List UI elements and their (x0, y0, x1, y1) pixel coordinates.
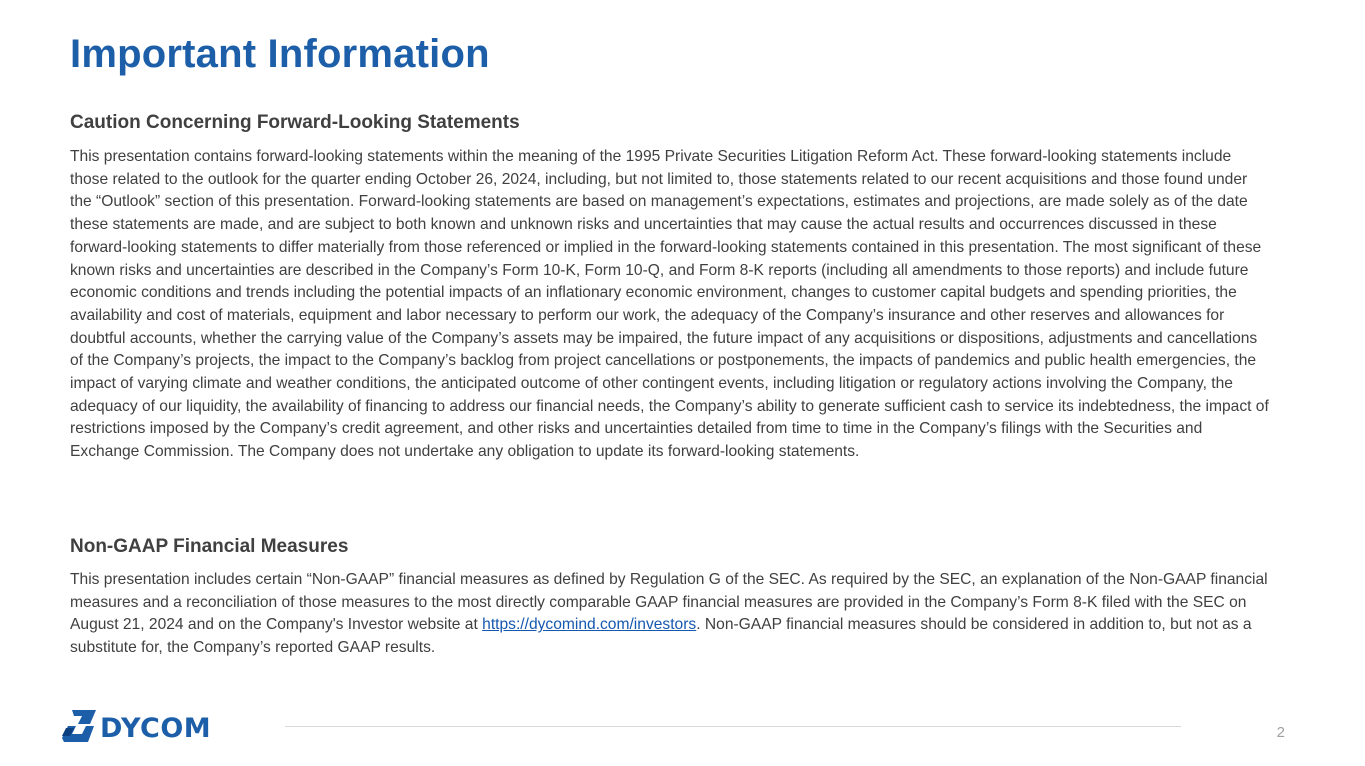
forward-looking-heading: Caution Concerning Forward-Looking Statements (70, 112, 520, 133)
non-gaap-text-before-link: This presentation includes certain “Non-GAAP” financial measures as defined by Regulation G of the SEC. As required by the SEC, an explanation of the Non-GAAP financial measures and a reconciliation of those measures to the most directly comparable GAAP financial measures are provided in the Company’s Form 8-K filed with the SEC on August 21, 2024 and on the Company's Investor website at (70, 571, 1268, 634)
forward-looking-paragraph: This presentation contains forward-looking statements within the meaning of the 1995 Private Securities Litigation Reform Act. These forward-looking statements include those related to the outlook for the quarter ending October 26, 2024, including, but not limited to, those statements related to our recent acquisitions and those found under the “Outlook” section of this presentation. Forward-looking statements are based on management’s expectations, estimates and projections, are made solely as of the date these statements are made, and are subject to both known and unknown risks and uncertainties that may cause the actual results and occurrences discussed in these forward-looking statements to differ materially from those referenced or implied in the forward-looking statements contained in this presentation. The most significant of these known risks and uncertainties are described in the Company’s Form 10-K, Form 10-Q, and Form 8-K reports (including all amendments to those reports) and include future economic conditions and trends including the potential impacts of an inflationary economic environment, changes to customer capital budgets and spending priorities, the availability and cost of materials, equipment and labor necessary to perform our work, the adequacy of the Company’s insurance and other reserves and allowances for doubtful accounts, whether the carrying value of the Company’s assets may be impaired, the future impact of any acquisitions or dispositions, adjustments and cancellations of the Company’s projects, the impact to the Company’s backlog from project cancellations or postponements, the impacts of pandemics and public health emergencies, the impact of varying climate and weather conditions, the anticipated outcome of other contingent events, including litigation or regulatory actions involving the Company, the adequacy of our liquidity, the availability of financing to address our financial needs, the Company’s ability to generate sufficient cash to service its indebtedness, the impact of restrictions imposed by the Company’s credit agreement, and other risks and uncertainties detailed from time to time in the Company’s filings with the Securities and Exchange Commission. The Company does not undertake any obligation to update its forward-looking statements. (70, 148, 1269, 461)
non-gaap-paragraph (70, 569, 1270, 660)
dycom-wordmark: DYCOM (100, 713, 212, 744)
dycom-logo (60, 708, 250, 744)
page-number: 2 (1276, 724, 1285, 741)
footer-divider (285, 726, 1181, 727)
dycom-mark-icon (62, 710, 96, 742)
non-gaap-text-after-link: . Non-GAAP financial measures should be considered in addition to, but not as a substitute for, the Company’s reported GAAP results. (70, 616, 1252, 657)
non-gaap-heading: Non-GAAP Financial Measures (70, 536, 349, 557)
investors-link[interactable]: https://dycomind.com/investors (482, 616, 697, 634)
page-title: Important Information (70, 32, 490, 76)
